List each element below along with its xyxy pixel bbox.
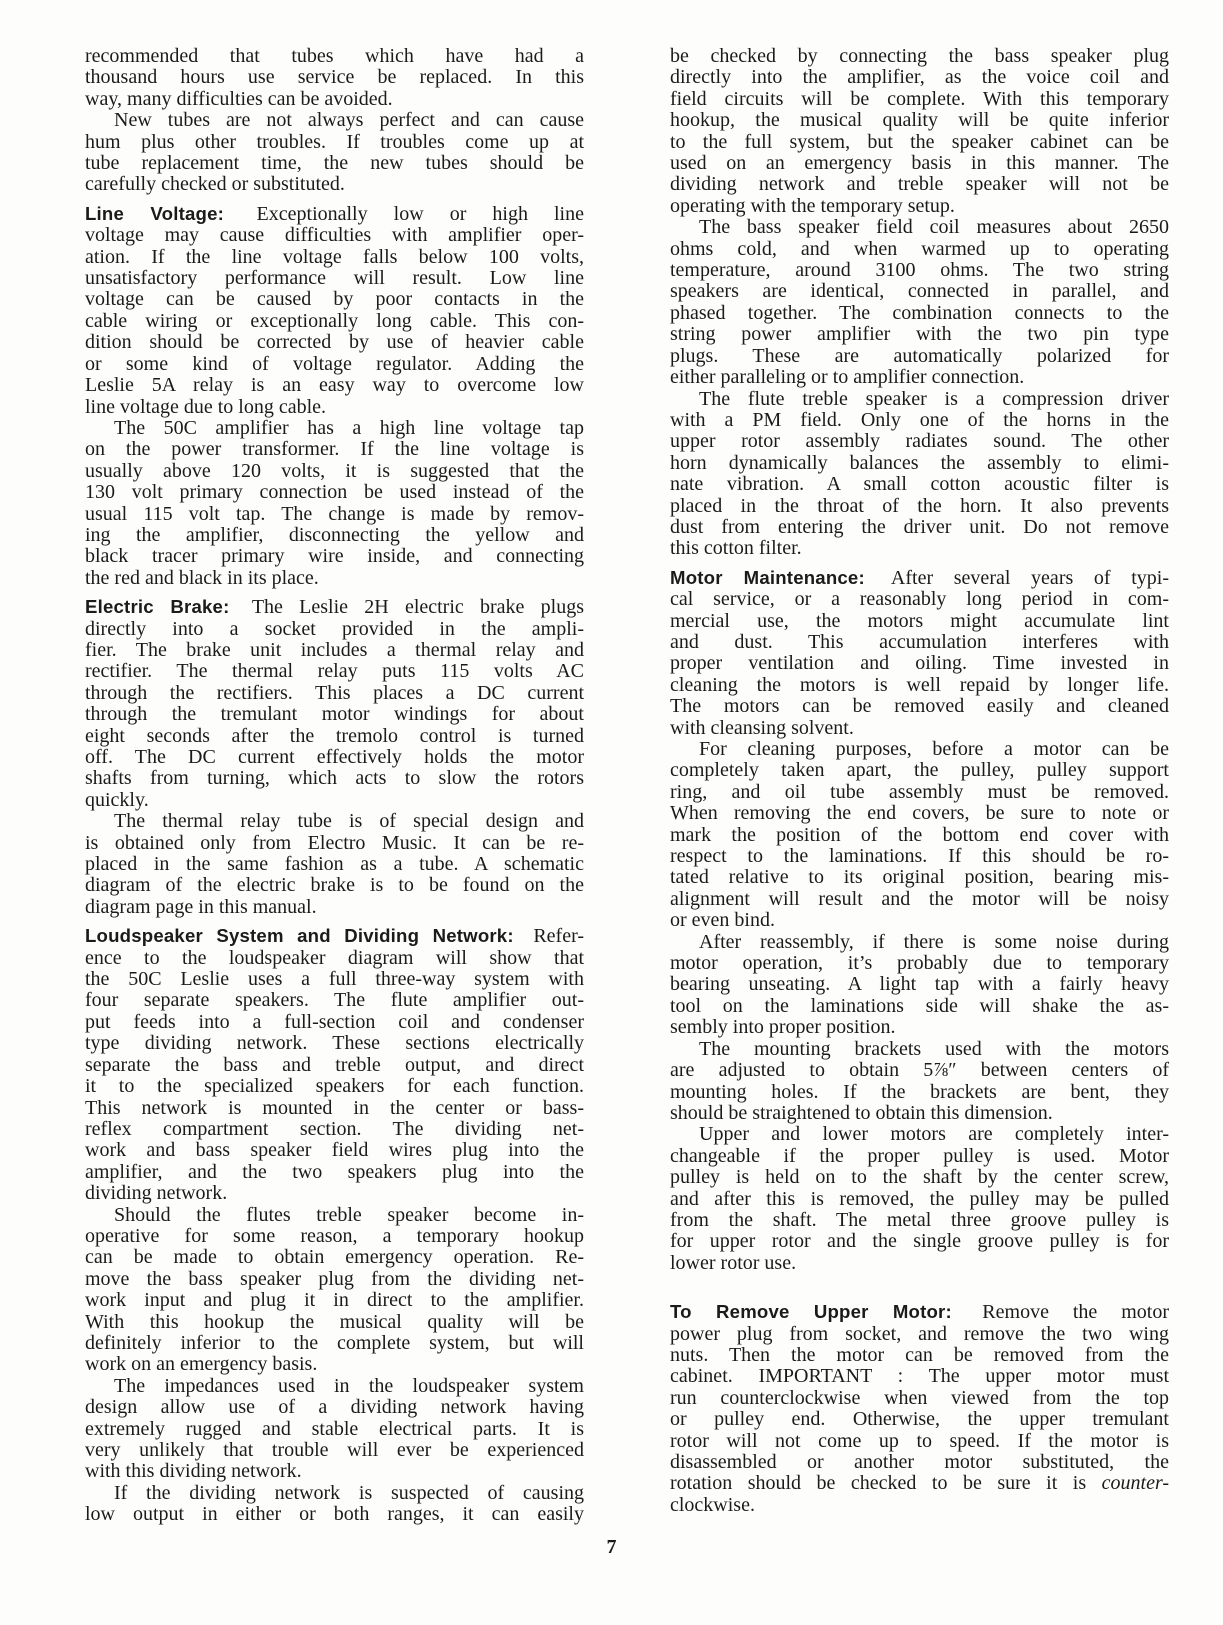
body-text: placed in the same fashion as a tube. A schematic	[85, 853, 584, 876]
text-line	[85, 790, 584, 811]
text-line	[670, 538, 1169, 559]
body-text: tube replacement time, the new tubes should be	[85, 152, 584, 175]
text-line	[85, 1333, 584, 1354]
text-line	[85, 225, 584, 246]
text-line	[85, 1312, 584, 1333]
body-text: If the dividing network is suspected of causing	[114, 1481, 584, 1504]
text-line	[85, 1247, 584, 1268]
body-text: operating with the temporary setup.	[670, 194, 955, 217]
text-line	[670, 932, 1169, 953]
text-line	[85, 153, 584, 174]
paragraph-interchangeable-motors	[670, 1124, 1169, 1274]
text-line	[85, 990, 584, 1011]
text-line	[85, 247, 584, 268]
body-text: disassembled or another motor substituted, the	[670, 1451, 1169, 1473]
body-text: respect to the laminations. If this should be ro-	[670, 845, 1169, 868]
body-text: to the full system, but the speaker cabinet can be	[670, 130, 1169, 153]
text-line	[670, 996, 1169, 1017]
body-text: carefully checked or substituted.	[85, 173, 345, 196]
body-text: mercial use, the motors might accumulate lint	[670, 609, 1169, 632]
body-text: The bass speaker field coil measures about 2650	[699, 216, 1169, 239]
body-text: Upper and lower motors are completely inter-	[699, 1123, 1169, 1146]
text-line	[85, 1140, 584, 1161]
text-line	[85, 1419, 584, 1440]
section-heading: Loudspeaker System and Dividing Network:	[85, 925, 514, 947]
text-line	[670, 760, 1169, 781]
body-text: is obtained only from Electro Music. It can be re-	[85, 831, 584, 854]
body-text: For cleaning purposes, before a motor can be	[699, 738, 1169, 760]
text-line	[670, 1167, 1169, 1188]
paragraph-bass-field-coil	[670, 217, 1169, 388]
body-text: design allow use of a dividing network having	[85, 1396, 584, 1419]
text-line	[85, 504, 584, 525]
text-line	[670, 517, 1169, 538]
section-heading: Motor Maintenance:	[670, 566, 865, 588]
text-line	[85, 1440, 584, 1461]
text-line	[670, 1146, 1169, 1167]
paragraph-be-checked-cont	[670, 46, 1169, 217]
text-line	[85, 1012, 584, 1033]
body-text: Refer-	[520, 925, 584, 948]
body-text: type dividing network. These sections electrically	[85, 1032, 584, 1055]
text-line	[85, 1226, 584, 1247]
body-text: dividing network.	[85, 1182, 228, 1205]
text-line	[670, 675, 1169, 696]
text-line	[670, 1082, 1169, 1103]
text-line	[670, 1124, 1169, 1145]
body-text: cabinet. IMPORTANT : The upper motor must	[670, 1365, 1169, 1388]
text-line	[670, 153, 1169, 174]
column-left	[85, 46, 584, 1526]
body-text: The flute treble speaker is a compression driver	[699, 387, 1169, 410]
text-line	[670, 1495, 1169, 1516]
body-text: be checked by connecting the bass speaker plug	[670, 45, 1169, 67]
body-text: quickly.	[85, 788, 149, 811]
body-text: or even bind.	[670, 909, 775, 932]
body-text: rotor will not come up to speed. If the motor is	[670, 1429, 1169, 1452]
column-right	[670, 46, 1169, 1526]
text-line	[670, 1345, 1169, 1366]
text-line	[670, 410, 1169, 431]
body-text: mounting holes. If the brackets are bent, they	[670, 1080, 1169, 1103]
section-heading: To Remove Upper Motor:	[670, 1301, 952, 1323]
paragraph-impedances	[85, 1376, 584, 1483]
text-line	[670, 1473, 1169, 1494]
text-line	[85, 1461, 584, 1482]
body-text: can be made to obtain emergency operation. Re-	[85, 1246, 584, 1269]
text-line	[85, 67, 584, 88]
body-text: way, many difficulties can be avoided.	[85, 87, 393, 110]
body-text: reflex compartment section. The dividing net-	[85, 1117, 584, 1140]
text-line	[85, 397, 584, 418]
body-text: The thermal relay tube is of special design and	[114, 810, 584, 833]
body-text: tated relative to its original position, bearing mis-	[670, 866, 1169, 889]
body-text: the red and black in its place.	[85, 566, 319, 589]
paragraph-thermal-relay-tube	[85, 811, 584, 918]
body-text: eight seconds after the tremolo control is turned	[85, 724, 584, 747]
body-text: nuts. Then the motor can be removed from the	[670, 1343, 1169, 1366]
body-text: this cotton filter.	[670, 537, 802, 560]
text-line	[85, 640, 584, 661]
body-text: diagram of the electric brake is to be found on the	[85, 874, 584, 897]
text-line	[85, 203, 584, 225]
text-line	[670, 1253, 1169, 1274]
text-line	[670, 1452, 1169, 1473]
text-line	[670, 653, 1169, 674]
text-line	[670, 1388, 1169, 1409]
body-text: with cleansing solvent.	[670, 716, 854, 739]
body-text: black tracer primary wire inside, and connecting	[85, 545, 584, 568]
text-columns	[85, 46, 1169, 1526]
body-text: nate vibration. A small cotton acoustic filter is	[670, 473, 1169, 496]
body-text: The mounting brackets used with the motors	[699, 1037, 1169, 1060]
text-line	[85, 704, 584, 725]
body-text: fier. The brake unit includes a thermal relay and	[85, 638, 584, 661]
text-line	[85, 1162, 584, 1183]
text-line	[85, 969, 584, 990]
text-line	[670, 324, 1169, 345]
text-line	[85, 332, 584, 353]
text-line	[85, 89, 584, 110]
body-text: the 50C Leslie uses a full three-way system with	[85, 968, 584, 991]
text-line	[85, 461, 584, 482]
text-line	[85, 897, 584, 918]
text-line	[85, 132, 584, 153]
text-line	[670, 110, 1169, 131]
text-line	[670, 782, 1169, 803]
body-text: Leslie 5A relay is an easy way to overcome low	[85, 374, 584, 397]
text-line	[85, 525, 584, 546]
paragraph-dividing-network-suspected	[85, 1483, 584, 1526]
body-text: This network is mounted in the center or bass-	[85, 1096, 584, 1119]
body-text: it to the specialized speakers for each function.	[85, 1075, 584, 1098]
text-line	[670, 239, 1169, 260]
body-text: directly into the amplifier, as the voice coil and	[670, 66, 1169, 89]
body-text: cal service, or a reasonably long period in com-	[670, 588, 1169, 611]
text-line	[85, 1354, 584, 1375]
paragraph-flute-treble-speaker	[670, 389, 1169, 560]
body-text: are adjusted to obtain 5⅞″ between centers of	[670, 1059, 1169, 1082]
text-line	[670, 567, 1169, 589]
body-text: voltage can be caused by poor contacts in the	[85, 288, 584, 311]
text-line	[85, 418, 584, 439]
body-text: alignment will result and the motor will be noisy	[670, 887, 1169, 910]
body-text: The Leslie 2H electric brake plugs	[235, 596, 584, 619]
body-text: cable wiring or exceptionally long cable. This con-	[85, 309, 584, 332]
text-line	[670, 1231, 1169, 1252]
text-line	[85, 546, 584, 567]
body-text: shafts from turning, which acts to slow the rotors	[85, 767, 584, 790]
text-line	[670, 496, 1169, 517]
text-line	[670, 453, 1169, 474]
text-line	[85, 1033, 584, 1054]
body-text: lower rotor use.	[670, 1251, 797, 1274]
text-line	[670, 1301, 1169, 1323]
text-line	[670, 346, 1169, 367]
text-line	[85, 568, 584, 589]
text-line	[85, 268, 584, 289]
body-text: hookup, the musical quality will be quite inferior	[670, 109, 1169, 132]
body-text: temperature, around 3100 ohms. The two string	[670, 259, 1169, 282]
body-text: rotation should be checked to be sure it is	[670, 1472, 1102, 1495]
text-line	[85, 854, 584, 875]
text-line	[85, 768, 584, 789]
text-line	[85, 289, 584, 310]
body-text: amplifier, and the two speakers plug into the	[85, 1160, 584, 1183]
text-line	[670, 67, 1169, 88]
text-line	[670, 611, 1169, 632]
text-line	[85, 726, 584, 747]
body-text: Exceptionally low or high line	[230, 202, 584, 225]
body-text: dust from entering the driver unit. Do not remove	[670, 515, 1169, 538]
text-line	[670, 89, 1169, 110]
body-text: upper rotor assembly radiates sound. The other	[670, 430, 1169, 453]
section-loudspeaker-system	[85, 925, 584, 1204]
text-line	[85, 1269, 584, 1290]
text-line	[85, 439, 584, 460]
body-text: on the power transformer. If the line voltage is	[85, 438, 584, 461]
body-text: through the tremulant motor windings for about	[85, 703, 584, 726]
text-line	[85, 925, 584, 947]
body-text: The 50C amplifier has a high line voltage tap	[114, 416, 584, 439]
paragraph-mounting-brackets	[670, 1039, 1169, 1125]
text-line	[670, 739, 1169, 760]
body-text: horn dynamically balances the assembly to elimi-	[670, 451, 1169, 474]
text-line	[85, 948, 584, 969]
body-text: for upper rotor and the single groove pulley is for	[670, 1230, 1169, 1253]
body-text: hum plus other troubles. If troubles come up at	[85, 130, 584, 153]
text-line	[85, 110, 584, 131]
section-heading: Line Voltage:	[85, 202, 224, 224]
text-line	[670, 1103, 1169, 1124]
text-line	[85, 1397, 584, 1418]
body-text: tool on the laminations side will shake the as-	[670, 994, 1169, 1017]
body-text: usual 115 volt tap. The change is made by remov-	[85, 502, 584, 525]
body-text: move the bass speaker plug from the dividing net-	[85, 1267, 584, 1290]
text-line	[85, 1119, 584, 1140]
body-text: four separate speakers. The flute amplifier out-	[85, 989, 584, 1012]
body-text: ring, and oil tube assembly must be removed.	[670, 780, 1169, 803]
text-line	[670, 910, 1169, 931]
text-line	[85, 1290, 584, 1311]
text-line	[85, 833, 584, 854]
text-line	[85, 875, 584, 896]
paragraph-50c-high-line-tap	[85, 418, 584, 589]
paragraph-tube-replacement-cont	[85, 46, 584, 110]
body-text: low output in either or both ranges, it can easily	[85, 1503, 584, 1526]
text-line	[670, 589, 1169, 610]
body-text: With this hookup the musical quality will be	[85, 1310, 584, 1333]
body-text: separate the bass and treble output, and direct	[85, 1053, 584, 1076]
text-line	[670, 889, 1169, 910]
body-text: dition should be corrected by use of heavier cable	[85, 331, 584, 354]
paragraph-new-tubes	[85, 110, 584, 196]
text-line	[85, 1504, 584, 1525]
body-text: definitely inferior to the complete system, but will	[85, 1331, 584, 1354]
body-text: usually above 120 volts, it is suggested that the	[85, 459, 584, 482]
text-line	[670, 1189, 1169, 1210]
text-line	[670, 953, 1169, 974]
body-text: The impedances used in the loudspeaker system	[114, 1374, 584, 1397]
body-text: line voltage due to long cable.	[85, 395, 327, 418]
text-line	[85, 482, 584, 503]
text-line	[85, 1183, 584, 1204]
text-line	[670, 825, 1169, 846]
text-line	[670, 174, 1169, 195]
paragraph-after-reassembly	[670, 932, 1169, 1039]
text-line	[85, 747, 584, 768]
body-text: ohms cold, and when warmed up to operating	[670, 237, 1169, 260]
text-line	[670, 367, 1169, 388]
body-text: unsatisfactory performance will result. Low line	[85, 267, 584, 290]
body-text: recommended that tubes which have had a	[85, 45, 584, 67]
text-line	[670, 389, 1169, 410]
body-text: power plug from socket, and remove the two wing	[670, 1322, 1169, 1345]
text-line	[670, 281, 1169, 302]
section-heading: Electric Brake:	[85, 596, 230, 618]
text-line	[670, 1366, 1169, 1387]
text-line	[670, 1210, 1169, 1231]
body-text: cleaning the motors is well repaid by longer life.	[670, 673, 1169, 696]
text-line	[670, 217, 1169, 238]
body-text: work on an emergency basis.	[85, 1353, 318, 1376]
text-line	[670, 867, 1169, 888]
body-text: should be straightened to obtain this dimension.	[670, 1101, 1053, 1124]
text-line	[670, 132, 1169, 153]
body-text: 130 volt primary connection be used instead of the	[85, 481, 584, 504]
body-text: and dust. This accumulation interferes with	[670, 630, 1169, 653]
text-line	[670, 718, 1169, 739]
body-text: very unlikely that trouble will ever be experienced	[85, 1439, 584, 1461]
body-text: rectifier. The thermal relay puts 115 volts AC	[85, 660, 584, 683]
body-text: After several years of typi-	[871, 566, 1169, 589]
body-text: run counterclockwise when viewed from the top	[670, 1386, 1169, 1409]
body-text: string power amplifier with the two pin type	[670, 323, 1169, 346]
text-line	[85, 1098, 584, 1119]
section-electric-brake	[85, 596, 584, 811]
body-text: motor operation, it’s probably due to temporary	[670, 952, 1169, 975]
italic-text: counter-	[1101, 1472, 1169, 1495]
text-line	[85, 375, 584, 396]
paragraph-flutes-treble-inoperative	[85, 1205, 584, 1376]
text-line	[85, 174, 584, 195]
body-text: either paralleling or to amplifier connection.	[670, 366, 1025, 389]
body-text: changeable if the proper pulley is used. Motor	[670, 1144, 1169, 1167]
section-to-remove-upper-motor	[670, 1301, 1169, 1516]
body-text: completely taken apart, the pulley, pulley support	[670, 759, 1169, 782]
text-line	[670, 846, 1169, 867]
body-text: sembly into proper position.	[670, 1016, 896, 1039]
body-text: with this dividing network.	[85, 1460, 302, 1483]
body-text: ation. If the line voltage falls below 100 volts,	[85, 245, 584, 268]
body-text: ing the amplifier, disconnecting the yellow and	[85, 523, 584, 546]
body-text: proper ventilation and oiling. Time invested in	[670, 652, 1169, 675]
body-text: used on an emergency basis in this manner. The	[670, 152, 1169, 175]
text-line	[670, 474, 1169, 495]
text-line	[85, 1205, 584, 1226]
text-line	[670, 196, 1169, 217]
text-line	[85, 1055, 584, 1076]
section-line-voltage	[85, 203, 584, 418]
text-line	[670, 1409, 1169, 1430]
body-text: After reassembly, if there is some noise during	[699, 930, 1169, 953]
body-text: bearing unseating. A light tap with a fairly heavy	[670, 973, 1169, 996]
body-text: placed in the throat of the horn. It also prevents	[670, 494, 1169, 517]
body-text: ence to the loudspeaker diagram will show that	[85, 946, 584, 969]
body-text: speakers are identical, connected in parallel, and	[670, 280, 1169, 303]
text-line	[85, 311, 584, 332]
body-text: and after this is removed, the pulley may be pulled	[670, 1187, 1169, 1210]
section-motor-maintenance	[670, 567, 1169, 739]
body-text: Should the flutes treble speaker become in-	[114, 1203, 584, 1226]
text-line	[670, 260, 1169, 281]
text-line	[670, 1017, 1169, 1038]
paragraph-cleaning-purposes	[670, 739, 1169, 932]
text-line	[85, 619, 584, 640]
body-text: field circuits will be complete. With this temporary	[670, 87, 1169, 110]
text-line	[85, 354, 584, 375]
body-text: or pulley end. Otherwise, the upper tremulant	[670, 1408, 1169, 1431]
body-text: extremely rugged and stable electrical parts. It is	[85, 1417, 584, 1440]
body-text: or some kind of voltage regulator. Adding the	[85, 352, 584, 375]
text-line	[670, 1431, 1169, 1452]
body-text: from the shaft. The metal three groove pulley is	[670, 1208, 1169, 1231]
text-line	[670, 974, 1169, 995]
text-line	[85, 1376, 584, 1397]
body-text: pulley is held on to the shaft by the center screw,	[670, 1166, 1169, 1189]
body-text: New tubes are not always perfect and can cause	[114, 109, 584, 132]
body-text: directly into a socket provided in the ampli-	[85, 617, 584, 640]
text-line	[670, 431, 1169, 452]
body-text: operative for some reason, a temporary hookup	[85, 1224, 584, 1247]
body-text: diagram page in this manual.	[85, 895, 317, 918]
text-line	[670, 632, 1169, 653]
text-line	[670, 1060, 1169, 1081]
text-line	[85, 46, 584, 67]
text-line	[85, 661, 584, 682]
text-line	[670, 46, 1169, 67]
text-line	[670, 1324, 1169, 1345]
body-text: off. The DC current effectively holds the motor	[85, 746, 584, 768]
body-text: When removing the end covers, be sure to note or	[670, 802, 1169, 825]
body-text: plugs. These are automatically polarized for	[670, 344, 1169, 367]
text-line	[670, 696, 1169, 717]
text-line	[85, 596, 584, 618]
body-text: mark the position of the bottom end cover with	[670, 823, 1169, 846]
text-line	[85, 683, 584, 704]
body-text: voltage may cause difficulties with amplifier oper-	[85, 224, 584, 247]
body-text: Remove the motor	[958, 1301, 1170, 1324]
text-line	[670, 803, 1169, 824]
page-number: 7	[606, 1536, 617, 1558]
body-text: work and bass speaker field wires plug into the	[85, 1139, 584, 1162]
body-text: clockwise.	[670, 1493, 755, 1516]
body-text: The motors can be removed easily and cleaned	[670, 695, 1169, 718]
body-text: dividing network and treble speaker will not be	[670, 173, 1169, 196]
body-text: through the rectifiers. This places a DC current	[85, 681, 584, 704]
body-text: phased together. The combination connects to the	[670, 301, 1169, 324]
text-line	[85, 811, 584, 832]
text-line	[670, 1039, 1169, 1060]
body-text: work input and plug it in direct to the amplifier.	[85, 1289, 584, 1312]
text-line	[85, 1076, 584, 1097]
body-text: thousand hours use service be replaced. In this	[85, 66, 584, 89]
text-line	[85, 1483, 584, 1504]
body-text: put feeds into a full-section coil and condenser	[85, 1010, 584, 1033]
text-line	[670, 303, 1169, 324]
body-text: with a PM field. Only one of the horns in the	[670, 408, 1169, 431]
